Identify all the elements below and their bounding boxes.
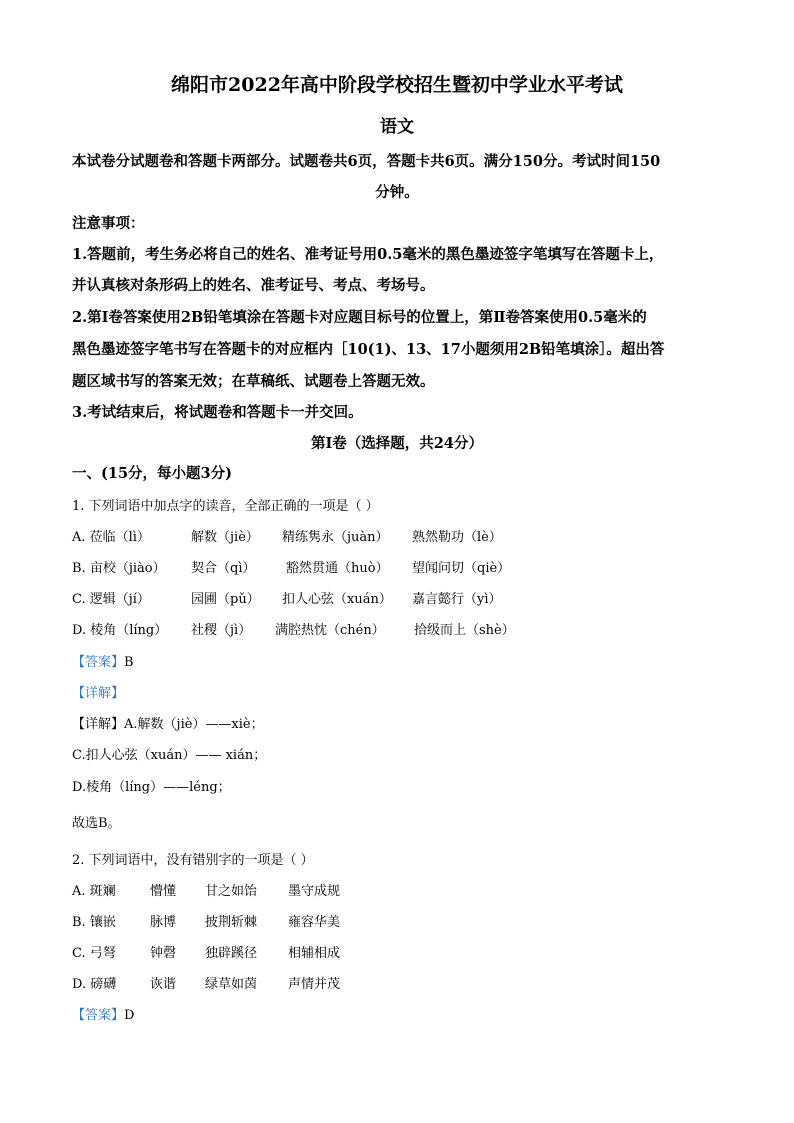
option-word: 独辟蹊径	[205, 946, 258, 961]
option-word: 诙谐	[150, 977, 177, 992]
notice-item-1b: 并认真核对条形码上的姓名、准考证号、考点、考场号。	[72, 277, 435, 294]
section-heading: 一、(15分，每小题3分)	[72, 465, 232, 482]
option-word: 满腔热忱（chén）	[275, 623, 385, 638]
option-word: 熟然勒功（lè）	[412, 530, 502, 545]
option-word: C. 弓弩	[72, 946, 116, 961]
option-word: 披荆斩棘	[205, 915, 258, 930]
notice-item-3: 3.考试结束后，将试题卷和答题卡一并交回。	[72, 404, 363, 421]
option-word: 绿草如茵	[205, 977, 258, 992]
question-1-detail-1	[72, 713, 264, 732]
option-word: 解数（jiè）	[191, 530, 259, 545]
option-word: A. 斑斓	[72, 884, 116, 899]
notice-item-2a: 2.第Ⅰ卷答案使用2B铅笔填涂在答题卡对应题目标号的位置上，第Ⅱ卷答案使用0.5毫米的	[72, 309, 647, 326]
option-word: B. 镶嵌	[72, 915, 116, 930]
option-word: 拾级而上（shè）	[414, 623, 515, 638]
question-1-detail-2: C.扣人心弦（xuán）—— xián；	[72, 748, 267, 763]
option-word: D. 磅礴	[72, 977, 117, 992]
option-word: C. 逻辑（jí）	[72, 592, 150, 607]
option-word: 钟磬	[150, 946, 177, 961]
document-title: 绵阳市2022年高中阶段学校招生暨初中学业水平考试	[171, 74, 623, 96]
answer-tag: 【答案】	[72, 1008, 125, 1023]
question-2-stem: 2. 下列词语中，没有错别字的一项是（ ）	[72, 853, 314, 868]
question-1-answer	[72, 651, 134, 670]
option-word: 豁然贯通（huò）	[286, 561, 389, 576]
option-word: 嘉言懿行（yì）	[412, 592, 502, 607]
question-1-detail-3: D.棱角（líng）——léng；	[72, 780, 231, 795]
answer-value: B	[124, 655, 134, 670]
option-word: B. 亩校（jiào）	[72, 561, 166, 576]
option-word: 契合（qì）	[191, 561, 256, 576]
option-word: 墨守成规	[288, 884, 341, 899]
option-word: 扣人心弦（xuán）	[282, 592, 392, 607]
option-word: A. 莅临（lì）	[72, 530, 150, 545]
option-word: 雍容华美	[288, 915, 341, 930]
option-word: 望闻问切（qiè）	[412, 561, 511, 576]
intro-line-1: 本试卷分试题卷和答题卡两部分。试题卷共6页，答题卡共6页。满分150分。考试时间150	[72, 153, 661, 170]
detail-text: A.解数（jiè）——xiè；	[124, 717, 264, 732]
detail-label: 【详解】	[72, 717, 125, 732]
option-word: 甘之如饴	[205, 884, 258, 899]
notice-item-1a: 1.答题前，考生务必将自己的姓名、准考证号用0.5毫米的黑色墨迹签字笔填写在答题卡上，	[72, 246, 664, 263]
answer-tag: 【答案】	[72, 655, 125, 670]
question-2-answer	[72, 1004, 134, 1023]
option-word: D. 棱角（líng）	[72, 623, 168, 638]
question-1-stem: 1. 下列词语中加点字的读音，全部正确的一项是（ ）	[72, 499, 379, 514]
notice-item-2b: 黑色墨迹签字笔书写在答题卡的对应框内［10(1)、13、17小题须用2B铅笔填涂］。超出答	[72, 341, 665, 358]
option-word: 脉博	[150, 915, 177, 930]
option-word: 园圃（pǔ）	[191, 592, 260, 607]
option-word: 社稷（jì）	[191, 623, 252, 638]
notice-heading: 注意事项：	[72, 215, 145, 232]
question-1-detail-heading	[72, 682, 124, 701]
notice-item-2c: 题区域书写的答案无效；在草稿纸、试题卷上答题无效。	[72, 373, 435, 390]
option-word: 精练隽永（juàn）	[282, 530, 389, 545]
part-title: 第Ⅰ卷（选择题，共24分）	[311, 435, 483, 452]
option-word: 声情并茂	[288, 977, 341, 992]
option-word: 懵懂	[150, 884, 177, 899]
answer-value: D	[124, 1008, 135, 1023]
option-word: 相辅相成	[288, 946, 341, 961]
subject-title: 语文	[380, 117, 414, 137]
detail-tag: 【详解】	[72, 686, 125, 701]
question-1-conclusion: 故选B。	[72, 816, 121, 831]
intro-line-2: 分钟。	[375, 184, 419, 201]
